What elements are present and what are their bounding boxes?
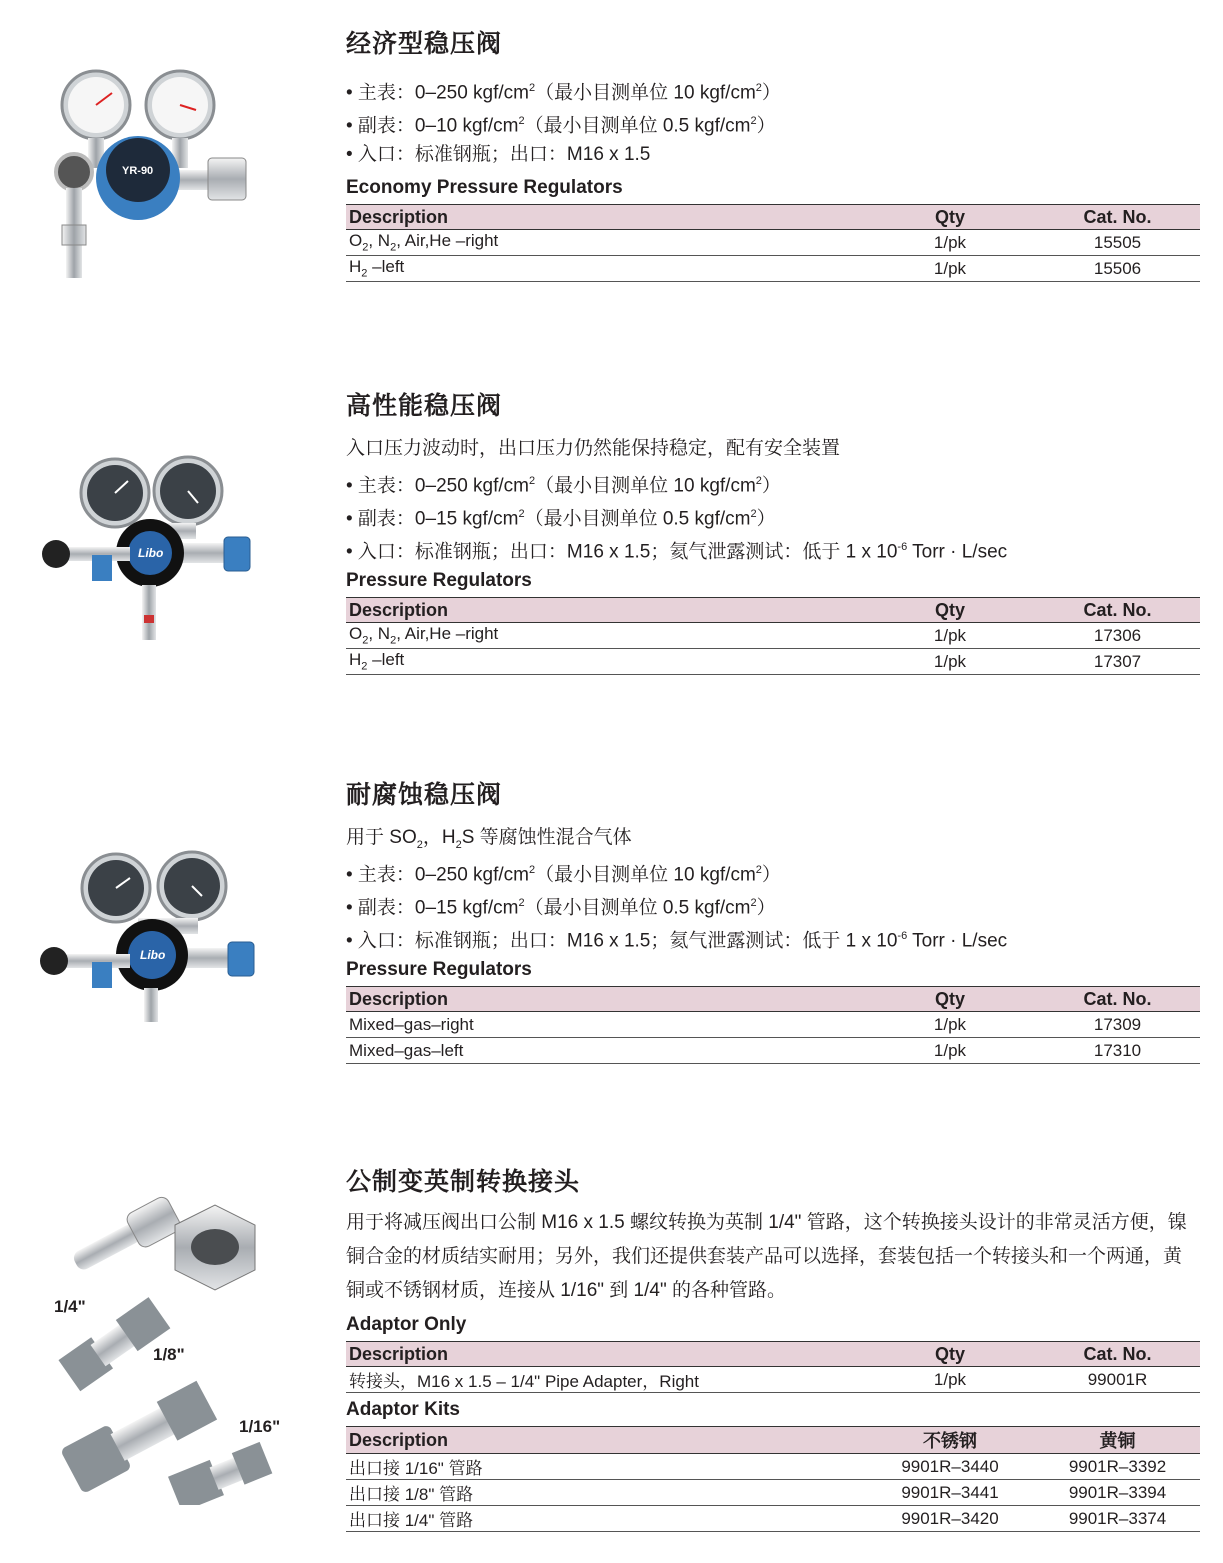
row-description: 转接头，M16 x 1.5 – 1/4" Pipe Adapter，Right <box>346 1367 865 1393</box>
table-row <box>346 256 1200 282</box>
row-cat-no: 17309 <box>1035 1012 1200 1038</box>
header-description: Description <box>346 1342 865 1367</box>
sub-gauge-spec: • 副表：0–15 kgf/$cm^2$（最小目测单位 0.5 kgf/$cm^2$） <box>346 508 776 530</box>
row-description: $O_2$, $N_2$, Air,He –right <box>346 230 865 256</box>
header-cat-no: Cat. No. <box>1035 205 1200 230</box>
table-row <box>346 1480 1200 1506</box>
row-qty: 1/pk <box>865 256 1035 282</box>
table-row <box>346 623 1200 649</box>
section-intro: 用于将减压阀出口公制 M16 x 1.5 螺纹转换为英制 1/4" 管路，这个转换接头设计的非常灵活方便，镍铜合金的材质结实耐用；另外，我们还提供套装产品可以选择，套装包括一个转接头和一个两通，黄铜或不锈钢材质，连接从 1/16" 到 1/4" 的各种管路。 <box>346 1212 1187 1301</box>
inlet-outlet-spec: • 入口：标准钢瓶；出口：M16 x 1.5 <box>346 144 651 165</box>
table-row <box>346 1454 1200 1480</box>
product-table <box>346 204 1200 282</box>
row-cat-no: 99001R <box>1035 1367 1200 1393</box>
inlet-outlet-spec: • 入口：标准钢瓶；出口：M16 x 1.5；氦气泄露测试：低于 1 x $10^{-6}$ Torr · L/sec <box>346 930 1008 952</box>
size-label-1-8: 1/8" <box>153 1345 185 1364</box>
header-description: Description <box>346 598 865 623</box>
row-qty: 1/pk <box>865 1038 1035 1064</box>
regulator-brand-label: Libo <box>140 948 166 962</box>
adaptor-table <box>346 1341 1200 1393</box>
table-row <box>346 649 1200 675</box>
table-row <box>346 230 1200 256</box>
section-title: 高性能稳压阀 <box>346 392 503 420</box>
product-table <box>346 986 1200 1064</box>
size-label-1-4: 1/4" <box>54 1297 86 1316</box>
section-title: 公制变英制转换接头 <box>346 1168 581 1196</box>
row-brass: 9901R–3374 <box>1035 1506 1200 1532</box>
section-intro: 入口压力波动时，出口压力仍然能保持稳定，配有安全装置 <box>346 438 841 459</box>
table-title: Adaptor Kits <box>346 1399 460 1420</box>
row-stainless-steel: 9901R–3420 <box>865 1506 1035 1532</box>
header-cat-no: Cat. No. <box>1035 1342 1200 1367</box>
header-description: Description <box>346 1427 865 1454</box>
header-cat-no: Cat. No. <box>1035 987 1200 1012</box>
main-gauge-spec: • 主表：0–250 kgf/$cm^2$（最小目测单位 10 kgf/$cm^2$） <box>346 82 781 104</box>
header-description: Description <box>346 205 865 230</box>
regulator-brand-label: YR-90 <box>122 165 154 177</box>
row-qty: 1/pk <box>865 623 1035 649</box>
table-title: Pressure Regulators <box>346 959 532 980</box>
row-qty: 1/pk <box>865 230 1035 256</box>
row-qty: 1/pk <box>865 1012 1035 1038</box>
sub-gauge-spec: • 副表：0–15 kgf/$cm^2$（最小目测单位 0.5 kgf/$cm^2$） <box>346 897 776 919</box>
row-brass: 9901R–3394 <box>1035 1480 1200 1506</box>
row-description: Mixed–gas–right <box>346 1012 865 1038</box>
row-description: 出口接 1/16" 管路 <box>346 1454 865 1480</box>
header-brass: 黄铜 <box>1035 1427 1200 1454</box>
table-row <box>346 1506 1200 1532</box>
row-cat-no: 15505 <box>1035 230 1200 256</box>
row-cat-no: 17310 <box>1035 1038 1200 1064</box>
table-row <box>346 1367 1200 1393</box>
table-title: Pressure Regulators <box>346 570 532 591</box>
row-brass: 9901R–3392 <box>1035 1454 1200 1480</box>
row-description: $H_2$ –left <box>346 256 865 282</box>
row-qty: 1/pk <box>865 1367 1035 1393</box>
size-label-1-16: 1/16" <box>239 1417 281 1436</box>
section-title: 经济型稳压阀 <box>346 30 503 58</box>
table-title: Economy Pressure Regulators <box>346 177 623 198</box>
corrosion-resistant-regulator-section <box>346 775 1200 1064</box>
header-qty: Qty <box>865 598 1035 623</box>
inlet-outlet-spec: • 入口：标准钢瓶；出口：M16 x 1.5；氦气泄露测试：低于 1 x $10^{-6}$ Torr · L/sec <box>346 541 1008 563</box>
row-stainless-steel: 9901R–3440 <box>865 1454 1035 1480</box>
economy-regulator-image <box>40 60 260 290</box>
row-description: $H_2$ –left <box>346 649 865 675</box>
corrosion-resistant-regulator-image <box>40 850 260 1030</box>
row-description: 出口接 1/4" 管路 <box>346 1506 865 1532</box>
sub-gauge-spec: • 副表：0–10 kgf/$cm^2$（最小目测单位 0.5 kgf/$cm^2$） <box>346 115 776 137</box>
regulator-brand-label: Libo <box>138 546 164 560</box>
high-performance-regulator-section <box>346 386 1200 675</box>
row-cat-no: 15506 <box>1035 256 1200 282</box>
section-intro: 用于 $SO_2$，$H_2S$ 等腐蚀性混合气体 <box>346 827 632 851</box>
table-row <box>346 1012 1200 1038</box>
row-description: Mixed–gas–left <box>346 1038 865 1064</box>
row-cat-no: 17307 <box>1035 649 1200 675</box>
row-stainless-steel: 9901R–3441 <box>865 1480 1035 1506</box>
main-gauge-spec: • 主表：0–250 kgf/$cm^2$（最小目测单位 10 kgf/$cm^2$） <box>346 475 781 497</box>
table-title: Adaptor Only <box>346 1314 467 1335</box>
row-description: 出口接 1/8" 管路 <box>346 1480 865 1506</box>
main-gauge-spec: • 主表：0–250 kgf/$cm^2$（最小目测单位 10 kgf/$cm^2$） <box>346 864 781 886</box>
row-cat-no: 17306 <box>1035 623 1200 649</box>
section-title: 耐腐蚀稳压阀 <box>346 781 503 809</box>
row-qty: 1/pk <box>865 649 1035 675</box>
header-qty: Qty <box>865 987 1035 1012</box>
header-description: Description <box>346 987 865 1012</box>
product-table <box>346 597 1200 675</box>
table-row <box>346 1038 1200 1064</box>
adaptor-kits-table <box>346 1426 1200 1532</box>
header-stainless-steel: 不锈钢 <box>865 1427 1035 1454</box>
header-cat-no: Cat. No. <box>1035 598 1200 623</box>
header-qty: Qty <box>865 205 1035 230</box>
header-qty: Qty <box>865 1342 1035 1367</box>
economy-regulator-section <box>346 24 1200 282</box>
pressure-regulator-image <box>40 455 260 650</box>
metric-imperial-adaptor-section <box>346 1162 1200 1532</box>
row-description: $O_2$, $N_2$, Air,He –right <box>346 623 865 649</box>
